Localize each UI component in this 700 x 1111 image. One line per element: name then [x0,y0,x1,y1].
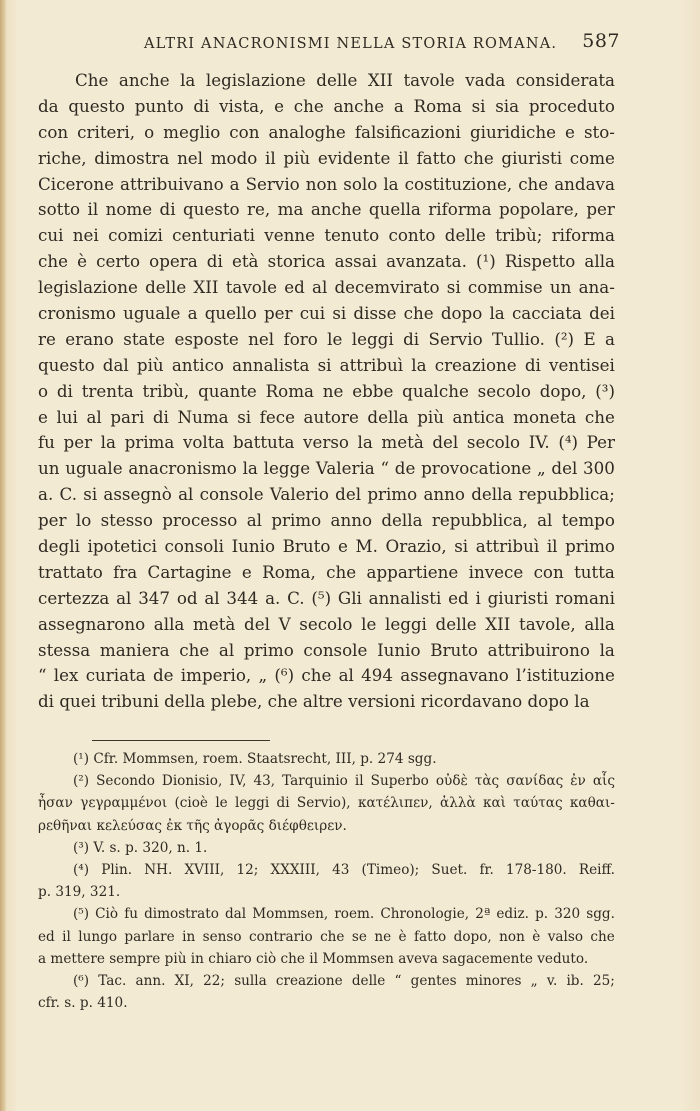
text-line: e lui al pari di Numa si fece autore della più antica moneta che [38,406,615,427]
text-line: trattato fra Cartagine e Roma, che appartiene invece con tutta [38,561,615,582]
footnote-line: p. 319, 321. [38,884,121,901]
footnote-line: a mettere sempre più in chiaro ciò che il Mommsen aveva sagacemente veduto. [38,950,589,967]
text-line: certezza al 347 od al 344 a. C. (⁵) Gli annalisti ed i giuristi romani [38,587,615,608]
text-line: un uguale anacronismo la legge Valeria “ de provocatione „ del 300 [38,458,615,479]
text-line: o di trenta tribù, quante Roma ne ebbe qualche secolo dopo, (³) [38,380,615,401]
text-line: da questo punto di vista, e che anche a Roma si sia proceduto [38,95,615,116]
footnote-line: (¹) Cfr. Mommsen, roem. Staatsrecht, III, p. 274 sgg. [73,751,437,767]
main-text [38,68,615,715]
text-line: “ lex curiata de imperio, „ (⁶) che al 494 assegnavano l’istituzione [38,665,615,686]
text-line: Cicerone attribuivano a Servio non solo la costituzione, che andava [38,173,615,194]
footnotes [38,748,615,1014]
footnote-line: (²) Secondo Dionisio, IV, 43, Tarquinio il Superbo οὐδὲ τὰς σανίδας ἐν αἷς [73,773,615,790]
text-line: che è certo opera di età storica assai avanzata. (¹) Rispetto alla [38,251,615,272]
text-line: legislazione delle XII tavole ed al decemvirato si commise un ana- [38,277,615,298]
text-line: a. C. si assegnò al console Valerio del primo anno della repubblica; [38,484,615,505]
footnote-line: (³) V. s. p. 320, n. 1. [73,839,208,856]
text-line: cui nei comizi centuriati venne tenuto conto delle tribù; riforma [38,225,615,246]
footnote-line: ἦσαν γεγραμμένοι (cioè le leggi di Servio), κατέλιπεν, ἀλλὰ καὶ ταύτας καθαι- [38,795,615,812]
text-line: con criteri, o meglio con analoghe falsificazioni giuridiche e sto- [38,121,615,142]
page-header [40,30,620,64]
text-line: Che anche la legislazione delle XII tavole vada considerata [75,70,615,90]
footnote-line: ρεθῆναι κελεύσας ἐκ τῆς ἀγορᾶς διέφθειρεν. [38,817,347,834]
text-line: per lo stesso processo al primo anno della repubblica, al tempo [38,510,615,531]
text-line: degli ipotetici consoli Iunio Bruto e M. Orazio, si attribuì il primo [38,536,615,557]
footnote-line: (⁴) Plin. NH. XVIII, 12; XXXIII, 43 (Timeo); Suet. fr. 178-180. Reiff. [73,861,615,878]
page-binding-edge [0,0,6,1111]
footnote-line: (⁵) Ciò fu dimostrato dal Mommsen, roem. Chronologie, 2ª ediz. p. 320 sgg. [73,906,615,923]
footnote-line: (⁶) Tac. ann. XI, 22; sulla creazione delle “ gentes minores „ v. ib. 25; [73,972,615,989]
text-line: assegnarono alla metà del V secolo le leggi delle XII tavole, alla [38,613,615,634]
footnote-line: ed il lungo parlare in senso contrario che se ne è fatto dopo, non è valso che [38,928,615,945]
footnote-line: cfr. s. p. 410. [38,995,128,1012]
text-line: stessa maniera che al primo console Iunio Bruto attribuirono la [38,639,615,660]
text-line: di quei tribuni della plebe, che altre versioni ricordavano dopo la [38,691,590,712]
running-head: ALTRI ANACRONISMI NELLA STORIA ROMANA. [144,36,558,52]
page-number: 587 [582,30,620,52]
text-line: re erano state esposte nel foro le leggi di Servio Tullio. (²) E a [38,328,615,349]
footnote-separator [92,740,270,741]
text-line: cronismo uguale a quello per cui si disse che dopo la cacciata dei [38,303,615,324]
text-line: questo dal più antico annalista si attribuì la creazione di ventisei [38,354,615,375]
text-line: sotto il nome di questo re, ma anche quella riforma popolare, per [38,199,615,220]
text-line: fu per la prima volta battuta verso la metà del secolo IV. (⁴) Per [38,432,615,453]
text-line: riche, dimostra nel modo il più evidente il fatto che giuristi come [38,147,615,168]
